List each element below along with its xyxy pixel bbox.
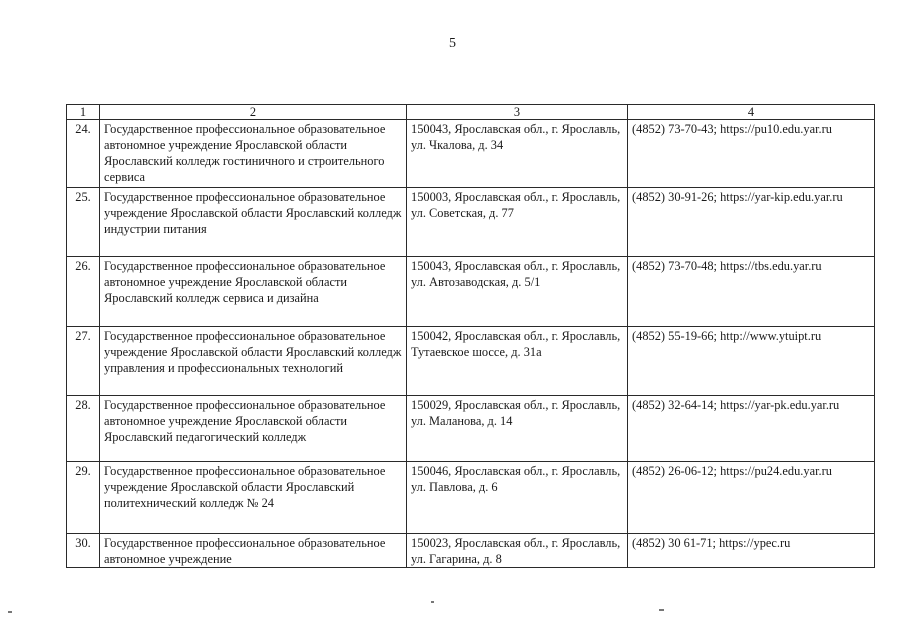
column-header: 1 <box>67 105 100 120</box>
institution-name: Государственное профессиональное образовательное учреждение Ярославской области Ярославский колледж индустрии питания <box>100 188 407 257</box>
table-row <box>67 188 875 257</box>
institution-name: Государственное профессиональное образовательное учреждение Ярославской области Ярославский политехнический колледж № 24 <box>100 462 407 534</box>
column-header: 2 <box>100 105 407 120</box>
institution-contacts: (4852) 73-70-48; https://tbs.edu.yar.ru <box>628 257 875 327</box>
table-row <box>67 120 875 188</box>
institution-address: 150003, Ярославская обл., г. Ярославль, ул. Советская, д. 77 <box>407 188 628 257</box>
institution-contacts: (4852) 30 61-71; https://ypec.ru <box>628 534 875 568</box>
institution-address: 150023, Ярославская обл., г. Ярославль, ул. Гагарина, д. 8 <box>407 534 628 568</box>
table-row <box>67 257 875 327</box>
institution-contacts: (4852) 55-19-66; http://www.ytuipt.ru <box>628 327 875 396</box>
institution-address: 150029, Ярославская обл., г. Ярославль, ул. Маланова, д. 14 <box>407 396 628 462</box>
scan-speck <box>431 601 434 603</box>
institution-address: 150043, Ярославская обл., г. Ярославль, ул. Автозаводская, д. 5/1 <box>407 257 628 327</box>
row-number: 25. <box>67 188 100 257</box>
institution-contacts: (4852) 32-64-14; https://yar-pk.edu.yar.ru <box>628 396 875 462</box>
table-row <box>67 327 875 396</box>
scan-artifacts <box>0 585 905 640</box>
scan-speck <box>8 611 12 613</box>
institution-name: Государственное профессиональное образовательное учреждение Ярославской области Ярославский колледж управления и профессиональных технологий <box>100 327 407 396</box>
row-number: 26. <box>67 257 100 327</box>
institution-name: Государственное профессиональное образовательное автономное учреждение Ярославской области Ярославский колледж сервиса и дизайна <box>100 257 407 327</box>
table-row <box>67 396 875 462</box>
page-number: 5 <box>449 36 456 51</box>
institution-address: 150046, Ярославская обл., г. Ярославль, ул. Павлова, д. 6 <box>407 462 628 534</box>
column-header: 3 <box>407 105 628 120</box>
row-number: 30. <box>67 534 100 568</box>
institution-contacts: (4852) 73-70-43; https://pu10.edu.yar.ru <box>628 120 875 188</box>
table-row <box>67 462 875 534</box>
institutions-table <box>66 104 875 568</box>
scan-speck <box>659 609 664 611</box>
table-header-row <box>67 105 875 120</box>
table-row <box>67 534 875 568</box>
institution-name: Государственное профессиональное образовательное автономное учреждение <box>100 534 407 568</box>
row-number: 27. <box>67 327 100 396</box>
row-number: 24. <box>67 120 100 188</box>
institution-address: 150042, Ярославская обл., г. Ярославль, Тутаевское шоссе, д. 31а <box>407 327 628 396</box>
column-header: 4 <box>628 105 875 120</box>
institution-name: Государственное профессиональное образовательное автономное учреждение Ярославской области Ярославский колледж гостиничного и строительного сервиса <box>100 120 407 188</box>
institution-contacts: (4852) 26-06-12; https://pu24.edu.yar.ru <box>628 462 875 534</box>
row-number: 28. <box>67 396 100 462</box>
row-number: 29. <box>67 462 100 534</box>
institution-name: Государственное профессиональное образовательное автономное учреждение Ярославской области Ярославский педагогический колледж <box>100 396 407 462</box>
institution-address: 150043, Ярославская обл., г. Ярославль, ул. Чкалова, д. 34 <box>407 120 628 188</box>
institution-contacts: (4852) 30-91-26; https://yar-kip.edu.yar.ru <box>628 188 875 257</box>
